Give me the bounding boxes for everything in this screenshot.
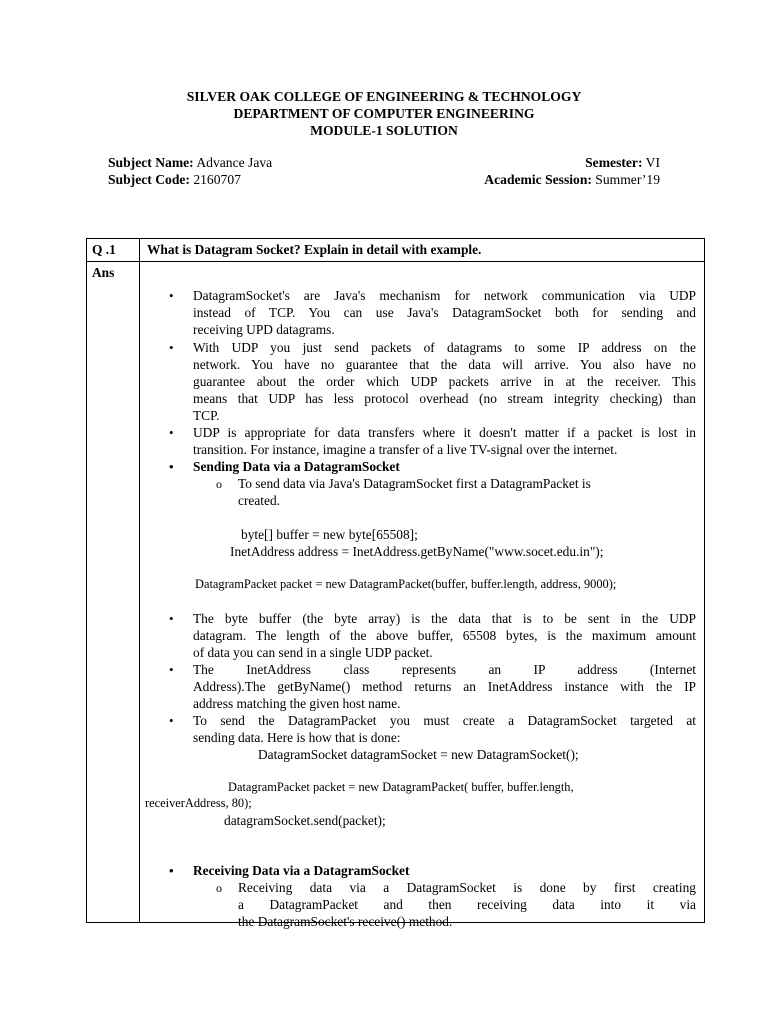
academic-session [484, 172, 660, 188]
answer-body [140, 262, 704, 929]
session-label: Academic Session: [484, 172, 592, 187]
code-line: datagramSocket.send(packet); [224, 813, 386, 828]
answer-line: • With UDP you just send packets of datagrams to some IP address on the [193, 339, 696, 356]
semester [585, 155, 660, 171]
answer-label-cell [87, 262, 140, 923]
answer-line: datagram. The length of the above buffer, 65508 bytes, is the maximum amount [193, 628, 696, 643]
answer-line: sending data. Here is how that is done: [193, 730, 401, 745]
college-name: SILVER OAK COLLEGE OF ENGINEERING & TECHNOLOGY [186, 89, 582, 104]
answer-line: • UDP is appropriate for data transfers where it doesn't matter if a packet is lost in [193, 424, 696, 441]
answer-line: a DatagramPacket and then receiving data into it via [238, 897, 696, 912]
semester-label: Semester: [585, 155, 643, 170]
qa-table [86, 238, 705, 929]
answer-line: created. [238, 493, 280, 508]
answer-line: • The InetAddress class represents an IP address (Internet [193, 661, 696, 678]
answer-line: means that UDP has less protocol overhead (no stream integrity checking) than [193, 391, 696, 406]
answer-line: the DatagramSocket's receive() method. [238, 914, 453, 929]
answer-row [87, 262, 705, 923]
document-header [0, 88, 768, 139]
answer-heading: • Sending Data via a DatagramSocket [193, 458, 400, 475]
answer-line: instead of TCP. You can use Java's DatagramSocket both for sending and [193, 305, 696, 320]
answer-line: address matching the given host name. [193, 696, 401, 711]
answer-line: transition. For instance, imagine a transfer of a live TV-signal over the internet. [193, 442, 618, 457]
code-line: InetAddress address = InetAddress.getByName("www.socet.edu.in"); [230, 544, 604, 559]
session-value: Summer’19 [591, 172, 660, 187]
answer-line: guarantee about the order which UDP packets arrive in at the receiver. This [193, 374, 696, 389]
subject-code-label: Subject Code: [108, 172, 190, 187]
department-name: DEPARTMENT OF COMPUTER ENGINEERING [233, 106, 535, 121]
answer-line: • To send the DatagramPacket you must create a DatagramSocket targeted at [193, 712, 696, 729]
subject-name-value: Advance Java [193, 155, 273, 170]
answer-line: TCP. [193, 408, 220, 423]
code-line: DatagramPacket packet = new DatagramPacket(buffer, buffer.length, address, 9000); [195, 577, 617, 591]
subject-name-label: Subject Name: [108, 155, 194, 170]
question-text: What is Datagram Socket? Explain in detail with example. [147, 242, 482, 257]
answer-line: • DatagramSocket's are Java's mechanism for network communication via UDP [193, 287, 696, 304]
module-title: MODULE-1 SOLUTION [310, 123, 458, 138]
semester-value: VI [642, 155, 660, 170]
subject-code-value: 2160707 [189, 172, 241, 187]
answer-line: network. You have no guarantee that the data will arrive. You also have no [193, 357, 696, 372]
question-row [87, 239, 705, 262]
code-line: DatagramPacket packet = new DatagramPacket( buffer, buffer.length, [228, 780, 574, 794]
answer-heading: • Receiving Data via a DatagramSocket [193, 862, 409, 879]
question-cell [140, 239, 705, 262]
answer-line: o To send data via Java's DatagramSocket first a DatagramPacket is [238, 475, 591, 492]
answer-line: • The byte buffer (the byte array) is the data that is to be sent in the UDP [193, 610, 696, 627]
answer-label: Ans [92, 265, 115, 280]
question-number: Q .1 [92, 242, 116, 257]
subject-code [108, 172, 241, 188]
answer-line: of data you can send in a single UDP packet. [193, 645, 433, 660]
answer-cell [140, 262, 705, 929]
answer-line: receiving UPD datagrams. [193, 322, 335, 337]
answer-line: Address).The getByName() method returns an InetAddress instance with the IP [193, 679, 696, 694]
question-number-cell [87, 239, 140, 262]
code-line: byte[] buffer = new byte[65508]; [241, 527, 418, 542]
answer-line: o Receiving data via a DatagramSocket is done by first creating [238, 879, 696, 896]
code-line: DatagramSocket datagramSocket = new DatagramSocket(); [258, 747, 579, 762]
code-line: receiverAddress, 80); [145, 796, 252, 810]
subject-name [108, 155, 272, 171]
